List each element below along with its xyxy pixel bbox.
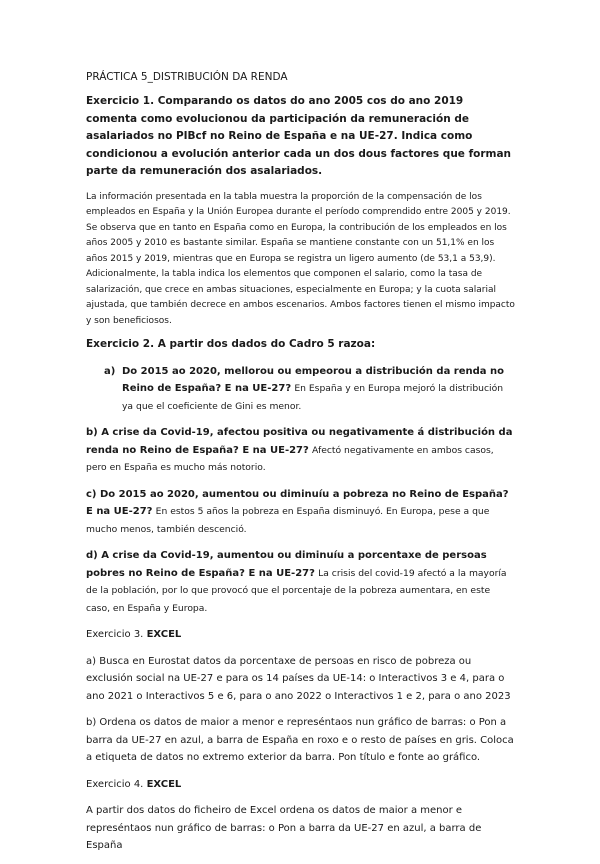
exercise-3-heading-bold: EXCEL	[146, 629, 182, 640]
document-body	[86, 70, 516, 864]
exercise-2b-question: b) A crise da Covid-19, afectou positiva ou negativamente á distribución da renda no Reino de España? E na UE-27?	[86, 427, 513, 456]
exercise-2-heading: Exercicio 2. A partir dos dados do Cadro 5 razoa:	[86, 338, 376, 350]
exercise-2c-question: c) Do 2015 ao 2020, aumentou ou diminuíu a pobreza no Reino de España? E na UE-27?	[86, 488, 509, 517]
exercise-2a-question: Do 2015 ao 2020, mellorou ou empeorou a distribución da renda no Reino de España? E na UE-27?	[122, 365, 505, 394]
exercise-2a-answer: En España y en Europa mejoró la distribución ya que el coeficiente de Gini es menor.	[122, 383, 504, 412]
exercise-2a	[86, 363, 516, 416]
exercise-2d	[86, 547, 516, 617]
exercise-2c-answer: En estos 5 años la pobreza en España disminuyó. En Europa, pese a que mucho menos, también descenció.	[86, 506, 490, 535]
exercise-4-heading-prefix: Exercicio 4.	[86, 778, 144, 790]
exercise-3b: b) Ordena os datos de maior a menor e represéntaos nun gráfico de barras: o Pon a barra da UE-27 en azul, a barra de España en roxo e o resto de países en gris. Coloca a etiqueta de datos no extremo exterior da barra. Pon título e fonte ao gráfico.	[86, 717, 514, 763]
exercise-2d-question: d) A crise da Covid-19, aumentou ou diminuíu a porcentaxe de persoas pobres no Reino de España? E na UE-27?	[86, 550, 487, 579]
exercise-3-heading	[86, 626, 516, 644]
exercise-2b	[86, 424, 516, 477]
exercise-2a-marker: a)	[104, 365, 116, 377]
exercise-2a-body	[122, 363, 516, 416]
exercise-1-heading: Exercicio 1. Comparando os datos do ano 2005 cos do ano 2019 comenta como evolucionou da participación da remuneración de asalariados no PIBcf no Reino de España e na UE-27. Indica como condicionou a evolución anterior cada un dos dous factores que forman parte da remuneración dos asalariados.	[86, 95, 512, 177]
exercise-2c	[86, 486, 516, 539]
exercise-2d-answer: La crisis del covid-19 afectó a la mayoría de la población, por lo que provocó que el porcentaje de la pobreza aumentara, en este caso, en España y Europa.	[86, 567, 507, 614]
exercise-3a: a) Busca en Eurostat datos da porcentaxe de persoas en risco de pobreza ou exclusión social na UE-27 e para os 14 países da UE-14: o Interactivos 3 e 4, para o ano 2021 o Interactivos 5 e 6, para o ano 2022 o Interactivos 1 e 2, para o ano 2023	[86, 655, 511, 702]
exercise-1-answer: La información presentada en la tabla muestra la proporción de la compensación de los empleados en España y la Unión Europea durante el período comprendido entre 2005 y 2019. Se observa que en tanto en España como en Europa, la contribución de los empleados en los años 2005 y 2010 es bastante similar. España se mantiene constante con un 51,1% en los años 2015 y 2019, mientras que en Europa se registra un ligero aumento (de 53,1 a 53,9). Adicionalmente, la tabla indica los elementos que componen el salario, como la tasa de salarización, que crece en ambas situaciones, especialmente en Europa; y la cuota salarial ajustada, que también decrece en ambos escenarios. Ambos factores tienen el mismo impacto y son beneficiosos.	[86, 191, 515, 326]
exercise-2b-answer: Afectó negativamente en ambos casos, pero en España es mucho más notorio.	[86, 444, 494, 473]
exercise-3-heading-prefix: Exercicio 3.	[86, 629, 144, 640]
exercise-4-heading-bold: EXCEL	[146, 778, 182, 790]
exercise-4-heading	[86, 776, 516, 794]
document-title: PRÁCTICA 5_DISTRIBUCIÓN DA RENDA	[86, 71, 288, 83]
exercise-4-text: A partir dos datos do ficheiro de Excel ordena os datos de maior a menor e represéntaos nun gráfico de barras: o Pon a barra da UE-27 en azul, a barra de España	[86, 805, 482, 851]
